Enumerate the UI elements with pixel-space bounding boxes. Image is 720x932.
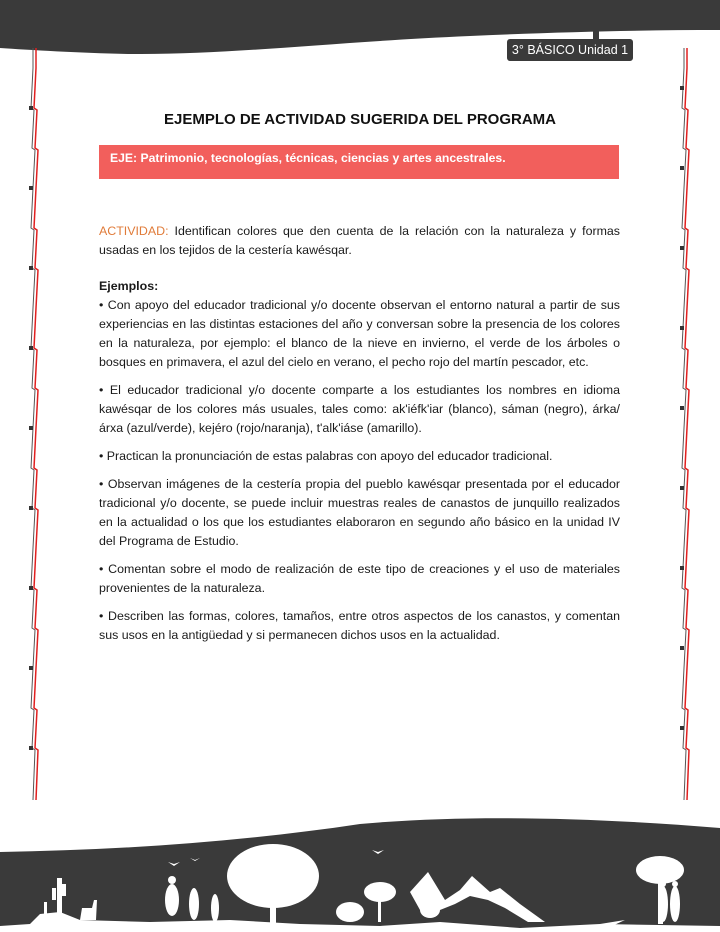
example-item: • El educador tradicional y/o docente comparte a los estudiantes los nombres en idioma kawésqar de los colores más usuales, tales como: ak'iéfk'iar (blanco), sáman (negro), árka/árxa (azul/verde), kejéro (rojo/naranja), t'alk'iáse (amarillo). [99, 383, 620, 435]
footer-landscape-illustration [0, 780, 720, 932]
eje-banner [99, 145, 619, 179]
activity-text: Identifican colores que den cuenta de la relación con la naturaleza y formas usadas en los tejidos de la cestería kawésqar. [99, 224, 620, 257]
unit-badge: 3° BÁSICO Unidad 1 [507, 39, 633, 61]
example-item: • Describen las formas, colores, tamaños, entre otros aspectos de los canastos, y comentan sus usos en la antigüedad y si permanecen dichos usos en la actualidad. [99, 609, 620, 642]
example-item: • Comentan sobre el modo de realización de este tipo de creaciones y el uso de materiales provenientes de la naturaleza. [99, 562, 620, 595]
example-item: • Con apoyo del educador tradicional y/o docente observan el entorno natural a partir de sus experiencias en las distintas estaciones del año y conversan sobre la presencia de los colores en la naturaleza, por ejemplo: el blanco de la nieve en invierno, el verde de los árboles o bosques en primavera, el azul del cielo en verano, el pecho rojo del martín pescador, etc. [99, 298, 620, 369]
activity-paragraph [99, 222, 620, 260]
page-title: EJEMPLO DE ACTIVIDAD SUGERIDA DEL PROGRAMA [164, 111, 556, 128]
left-zigzag-border [24, 48, 44, 800]
examples-heading: Ejemplos: [99, 279, 159, 293]
activity-content [99, 222, 620, 654]
eje-text: EJE: Patrimonio, tecnologías, técnicas, ciencias y artes ancestrales. [110, 151, 506, 165]
example-item: • Practican la pronunciación de estas palabras con apoyo del educador tradicional. [99, 449, 553, 463]
example-item: • Observan imágenes de la cestería propia del pueblo kawésqar presentada por el educador tradicional y/o docente, se puede incluir muestras reales de canastos de junquillo realizados en la actualidad o los que los estudiantes elaboraron en segundo año básico en la unidad IV del Programa de Estudio. [99, 477, 620, 548]
right-zigzag-border [675, 48, 695, 800]
activity-label: ACTIVIDAD: [99, 224, 169, 238]
